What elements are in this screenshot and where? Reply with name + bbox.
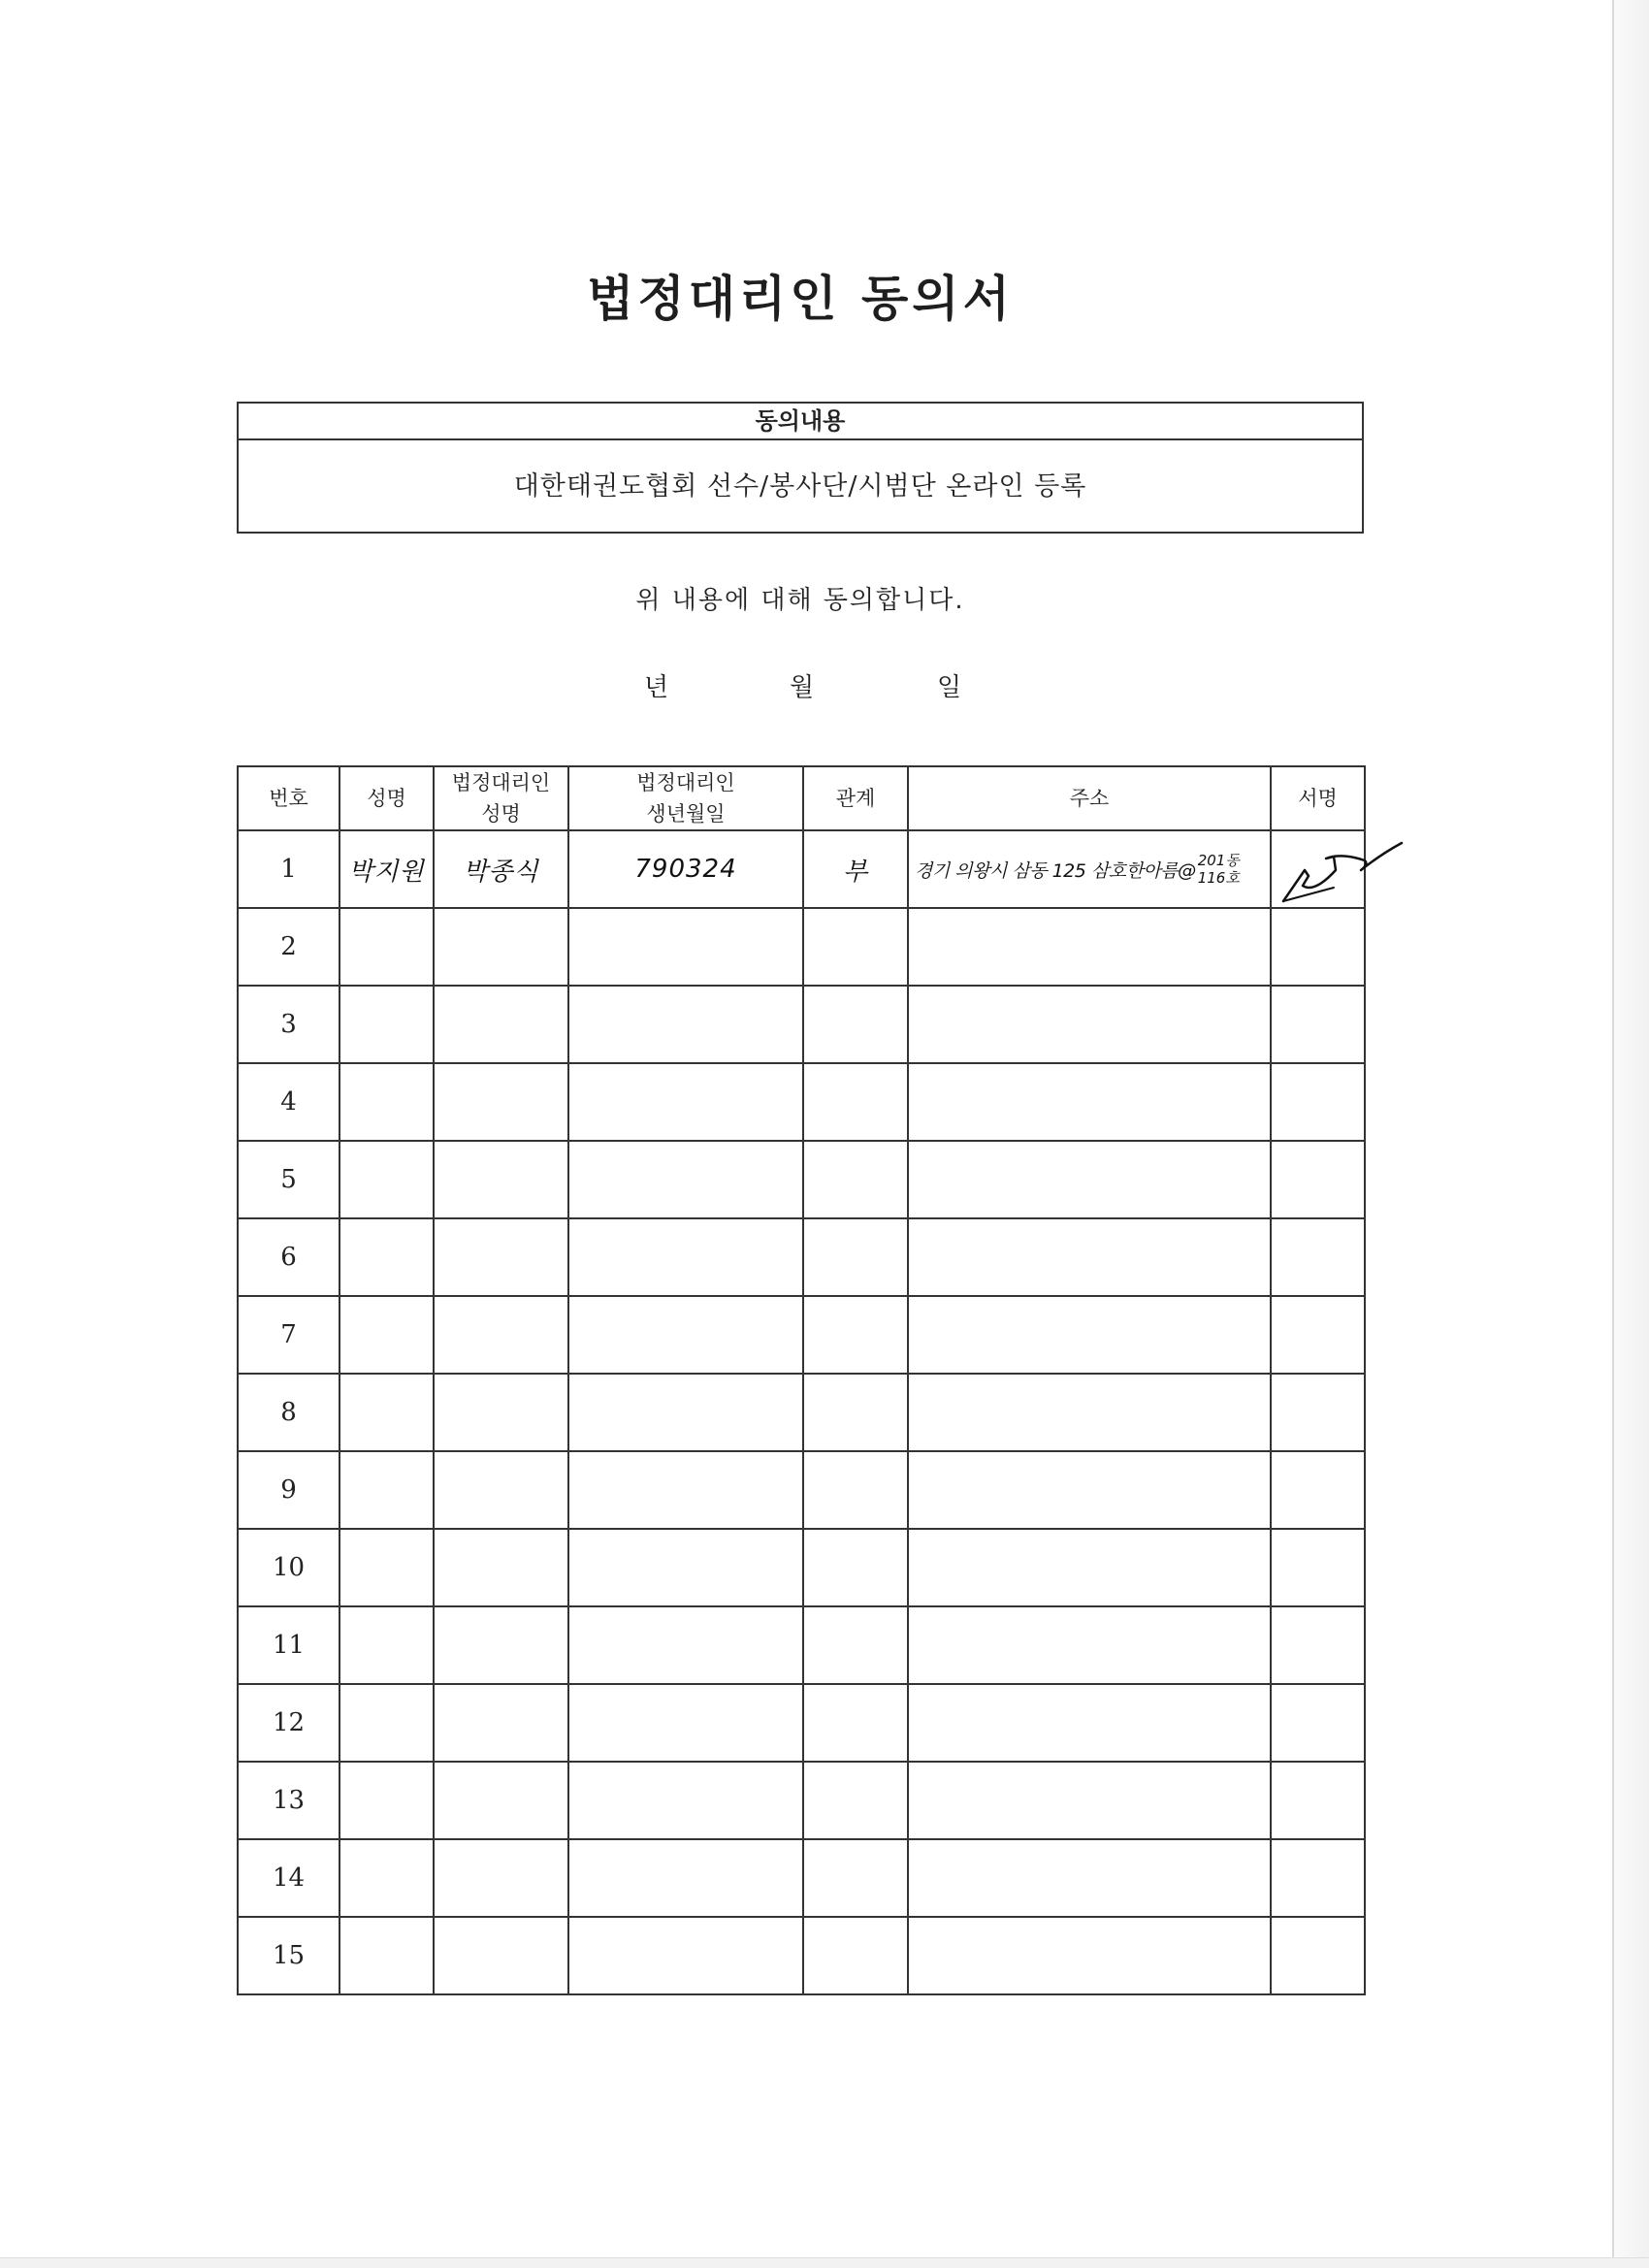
cell: [908, 1141, 1271, 1218]
cell: [908, 1917, 1271, 1994]
row-number: 6: [238, 1218, 340, 1296]
cell: [568, 1606, 803, 1684]
handwritten-signature-icon: [1276, 826, 1406, 913]
cell: [908, 1529, 1271, 1606]
cell: [434, 908, 568, 986]
cell: [568, 1684, 803, 1762]
cell: [340, 986, 434, 1063]
cell: [434, 1451, 568, 1529]
table-row: [238, 908, 1365, 986]
row-number: 4: [238, 1063, 340, 1141]
cell: [1271, 1606, 1365, 1684]
cell: [908, 1451, 1271, 1529]
cell: [908, 1218, 1271, 1296]
date-month-label: 월: [790, 673, 815, 702]
cell: [1271, 1762, 1365, 1839]
cell: [568, 1529, 803, 1606]
cell: [340, 1684, 434, 1762]
consent-content-box: [237, 402, 1364, 534]
cell: [908, 1684, 1271, 1762]
guardian-name: 박종식: [434, 830, 568, 908]
cell: [908, 986, 1271, 1063]
header-guardian-birth: 법정대리인 생년월일: [568, 766, 803, 830]
cell: [803, 1839, 908, 1917]
cell: [908, 1839, 1271, 1917]
cell: [568, 1917, 803, 1994]
cell: [1271, 1839, 1365, 1917]
cell: [803, 1762, 908, 1839]
cell: [434, 1529, 568, 1606]
row-number: 13: [238, 1762, 340, 1839]
student-name: 박지원: [340, 830, 434, 908]
cell: [803, 1917, 908, 1994]
cell: [803, 1374, 908, 1451]
header-relation: 관계: [803, 766, 908, 830]
cell: [434, 1296, 568, 1374]
cell: [568, 1839, 803, 1917]
guardian-birthdate: 790324: [568, 830, 803, 908]
row-number: 10: [238, 1529, 340, 1606]
row-number: 3: [238, 986, 340, 1063]
table-header-row: [238, 766, 1365, 830]
cell: [908, 908, 1271, 986]
table-row: [238, 1218, 1365, 1296]
cell: [340, 908, 434, 986]
table-row: [238, 1606, 1365, 1684]
table-row: [238, 1451, 1365, 1529]
cell: [908, 1606, 1271, 1684]
cell: [803, 986, 908, 1063]
cell: [1271, 1141, 1365, 1218]
row-number: 9: [238, 1451, 340, 1529]
cell: [1271, 1296, 1365, 1374]
cell: [434, 1606, 568, 1684]
cell: [434, 1684, 568, 1762]
cell: [803, 1141, 908, 1218]
row-number: 11: [238, 1606, 340, 1684]
table-row: [238, 1296, 1365, 1374]
header-name: 성명: [340, 766, 434, 830]
cell: [568, 1451, 803, 1529]
table-row: [238, 1684, 1365, 1762]
cell: [908, 1296, 1271, 1374]
cell: [434, 1839, 568, 1917]
page-bottom-edge: [0, 2257, 1649, 2268]
cell: [908, 1063, 1271, 1141]
cell: [434, 1141, 568, 1218]
cell: [568, 1296, 803, 1374]
cell: [803, 908, 908, 986]
cell: [1271, 908, 1365, 986]
cell: [568, 986, 803, 1063]
cell: [568, 1762, 803, 1839]
cell: [340, 1218, 434, 1296]
cell: [434, 1063, 568, 1141]
cell: [568, 1374, 803, 1451]
header-address: 주소: [908, 766, 1271, 830]
cell: [434, 1374, 568, 1451]
cell: [803, 1606, 908, 1684]
address-cell: [908, 830, 1271, 908]
cell: [340, 1529, 434, 1606]
cell: [340, 1606, 434, 1684]
address-unit: [1198, 852, 1240, 887]
cell: [340, 1296, 434, 1374]
page-edge: [1612, 0, 1649, 2268]
cell: [340, 1141, 434, 1218]
date-year-label: 년: [644, 673, 669, 702]
page-title: 법정대리인 동의서: [587, 270, 1014, 327]
cell: [1271, 1529, 1365, 1606]
cell: [803, 1529, 908, 1606]
row-number: 7: [238, 1296, 340, 1374]
table-row: [238, 1529, 1365, 1606]
cell: [340, 1917, 434, 1994]
consent-content-body: 대한태권도협회 선수/봉사단/시범단 온라인 등록: [513, 471, 1087, 502]
row-number: 14: [238, 1839, 340, 1917]
cell: [803, 1296, 908, 1374]
header-signature: 서명: [1271, 766, 1365, 830]
cell: [340, 1374, 434, 1451]
cell: [1271, 1218, 1365, 1296]
cell: [1271, 1374, 1365, 1451]
cell: [434, 986, 568, 1063]
row-number: 12: [238, 1684, 340, 1762]
cell: [340, 1839, 434, 1917]
cell: [340, 1762, 434, 1839]
table-row: [238, 1839, 1365, 1917]
cell: [340, 1451, 434, 1529]
cell: [434, 1762, 568, 1839]
date-day-label: 일: [937, 673, 962, 702]
cell: [803, 1218, 908, 1296]
cell: [340, 1063, 434, 1141]
cell: [434, 1917, 568, 1994]
signature-cell: [1271, 830, 1365, 908]
consent-content-header: 동의내용: [239, 404, 1362, 440]
cell: [1271, 1684, 1365, 1762]
row-number: 8: [238, 1374, 340, 1451]
cell: [908, 1762, 1271, 1839]
table-row: [238, 1374, 1365, 1451]
cell: [803, 1063, 908, 1141]
address-building: 201동: [1197, 852, 1240, 869]
table-row: [238, 1917, 1365, 1994]
cell: [568, 908, 803, 986]
cell: [803, 1684, 908, 1762]
cell: [1271, 986, 1365, 1063]
guardian-consent-table: [237, 765, 1366, 1995]
cell: [908, 1374, 1271, 1451]
table-row: [238, 1063, 1365, 1141]
address-room: 116호: [1197, 869, 1240, 887]
row-number: 15: [238, 1917, 340, 1994]
cell: [434, 1218, 568, 1296]
cell: [1271, 1451, 1365, 1529]
row-number: 1: [238, 830, 340, 908]
relation: 부: [803, 830, 908, 908]
table-row: [238, 986, 1365, 1063]
agreement-statement: 위 내용에 대해 동의합니다.: [635, 586, 965, 615]
table-row: [238, 1762, 1365, 1839]
row-number: 5: [238, 1141, 340, 1218]
header-number: 번호: [238, 766, 340, 830]
cell: [1271, 1917, 1365, 1994]
cell: [568, 1063, 803, 1141]
cell: [568, 1218, 803, 1296]
table-row: [238, 1141, 1365, 1218]
header-guardian-name: 법정대리인 성명: [434, 766, 568, 830]
table-row: [238, 830, 1365, 908]
row-number: 2: [238, 908, 340, 986]
address: 경기 의왕시 삼동 125 삼호한아름@: [915, 859, 1196, 882]
cell: [803, 1451, 908, 1529]
cell: [1271, 1063, 1365, 1141]
cell: [568, 1141, 803, 1218]
